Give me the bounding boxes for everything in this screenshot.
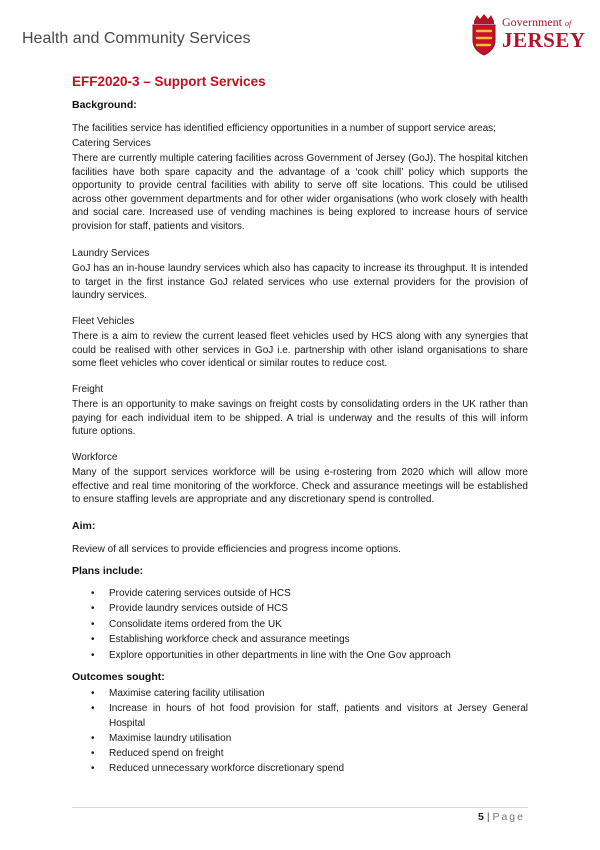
- page-footer: [478, 811, 525, 823]
- list-item: [72, 617, 528, 632]
- bullet-icon: •: [91, 748, 95, 759]
- bullet-icon: •: [91, 703, 95, 714]
- document-title: EFF2020-3 – Support Services: [72, 74, 266, 89]
- bullet-icon: •: [91, 733, 95, 744]
- bullet-icon: •: [91, 603, 95, 615]
- list-item: [72, 648, 528, 663]
- logo-text-of: of: [564, 19, 572, 28]
- page-label: Page: [492, 811, 525, 823]
- outcomes-label: Outcomes sought:: [72, 671, 165, 683]
- aim-label: Aim:: [72, 520, 96, 532]
- list-item: [72, 601, 528, 616]
- bullet-icon: •: [91, 588, 95, 599]
- plans-list: [72, 586, 528, 663]
- list-item: [72, 746, 528, 761]
- background-intro: The facilities service has identified efficiency opportunities in a number of support service areas;: [72, 123, 496, 134]
- list-item: [72, 701, 528, 731]
- list-item: [72, 632, 528, 647]
- footer-divider: [72, 807, 528, 808]
- page-number: 5: [478, 811, 484, 823]
- page-separator: |: [486, 811, 490, 823]
- background-label: Background:: [72, 99, 137, 111]
- crest-icon: [470, 14, 498, 56]
- aim-text: Review of all services to provide efficiencies and progress income options.: [72, 544, 401, 555]
- list-item-text: Establishing workforce check and assurance meetings: [109, 634, 350, 646]
- list-item-text: Maximise laundry utilisation: [109, 733, 232, 744]
- section-text-catering: There are currently multiple catering facilities across Government of Jersey (GoJ). The hospital kitchen facilities have both spare capacity and the advantage of a ‘cook chill’ policy which supports the opportunity to provide central facilities with ability to serve off site locations. This could be utilised across other government departments and for other wider organisations (who work closely with health and social care. Increased use of vending machines is being explored to increase hours of service provision for staff, patients and visitors.: [72, 153, 528, 232]
- list-item-text: Provide laundry services outside of HCS: [109, 603, 288, 615]
- outcomes-list: [72, 686, 528, 776]
- list-item-text: Increase in hours of hot food provision for staff, patients and visitors at Jersey General Hospital: [109, 703, 528, 729]
- logo-text-government: Government: [502, 15, 562, 29]
- section-text-fleet: There is a aim to review the current leased fleet vehicles used by HCS along with any synergies that could be realised with other services in GoJ i.e. partnership with other island organisations to share some fleet vehicles who cover identical or similar routes to reduce cost.: [72, 331, 528, 370]
- list-item-text: Provide catering services outside of HCS: [109, 588, 291, 599]
- list-item-text: Consolidate items ordered from the UK: [109, 618, 282, 630]
- plans-label: Plans include:: [72, 565, 144, 577]
- list-item-text: Reduced spend on freight: [109, 748, 224, 759]
- section-heading-fleet: Fleet Vehicles: [72, 316, 135, 327]
- section-text-laundry: GoJ has an in-house laundry services which also has capacity to increase its throughput. It is intended to target in the first instance GoJ related services who use external providers for the provision of laundry services.: [72, 263, 528, 302]
- list-item-text: Reduced unnecessary workforce discretionary spend: [109, 763, 345, 774]
- list-item: [72, 761, 528, 776]
- bullet-icon: •: [91, 634, 95, 646]
- section-heading-freight: Freight: [72, 384, 104, 395]
- list-item: [72, 686, 528, 701]
- section-heading-workforce: Workforce: [72, 452, 118, 463]
- section-text-freight: There is an opportunity to make savings on freight costs by consolidating orders in the UK rather than paying for each individual item to be shipped. A trial is underway and the results of this will inform future options.: [72, 399, 528, 438]
- section-heading-laundry: Laundry Services: [72, 248, 150, 259]
- header-title: Health and Community Services: [22, 30, 251, 47]
- bullet-icon: •: [91, 688, 95, 699]
- list-item-text: Maximise catering facility utilisation: [109, 688, 265, 699]
- logo-text-jersey: JERSEY: [502, 28, 586, 52]
- bullet-icon: •: [91, 763, 95, 774]
- list-item: [72, 586, 528, 601]
- section-heading-catering: Catering Services: [72, 138, 151, 149]
- government-of-jersey-logo: [470, 12, 588, 58]
- bullet-icon: •: [91, 618, 95, 630]
- bullet-icon: •: [91, 649, 95, 661]
- section-text-workforce: Many of the support services workforce will be using e-rostering from 2020 which will allow more effective and real time monitoring of the workforce. Check and assurance meetings will be established to ensure staffing levels are appropriate and any discretionary spend is controlled.: [72, 467, 528, 506]
- list-item-text: Explore opportunities in other departments in line with the One Gov approach: [109, 649, 451, 661]
- list-item: [72, 731, 528, 746]
